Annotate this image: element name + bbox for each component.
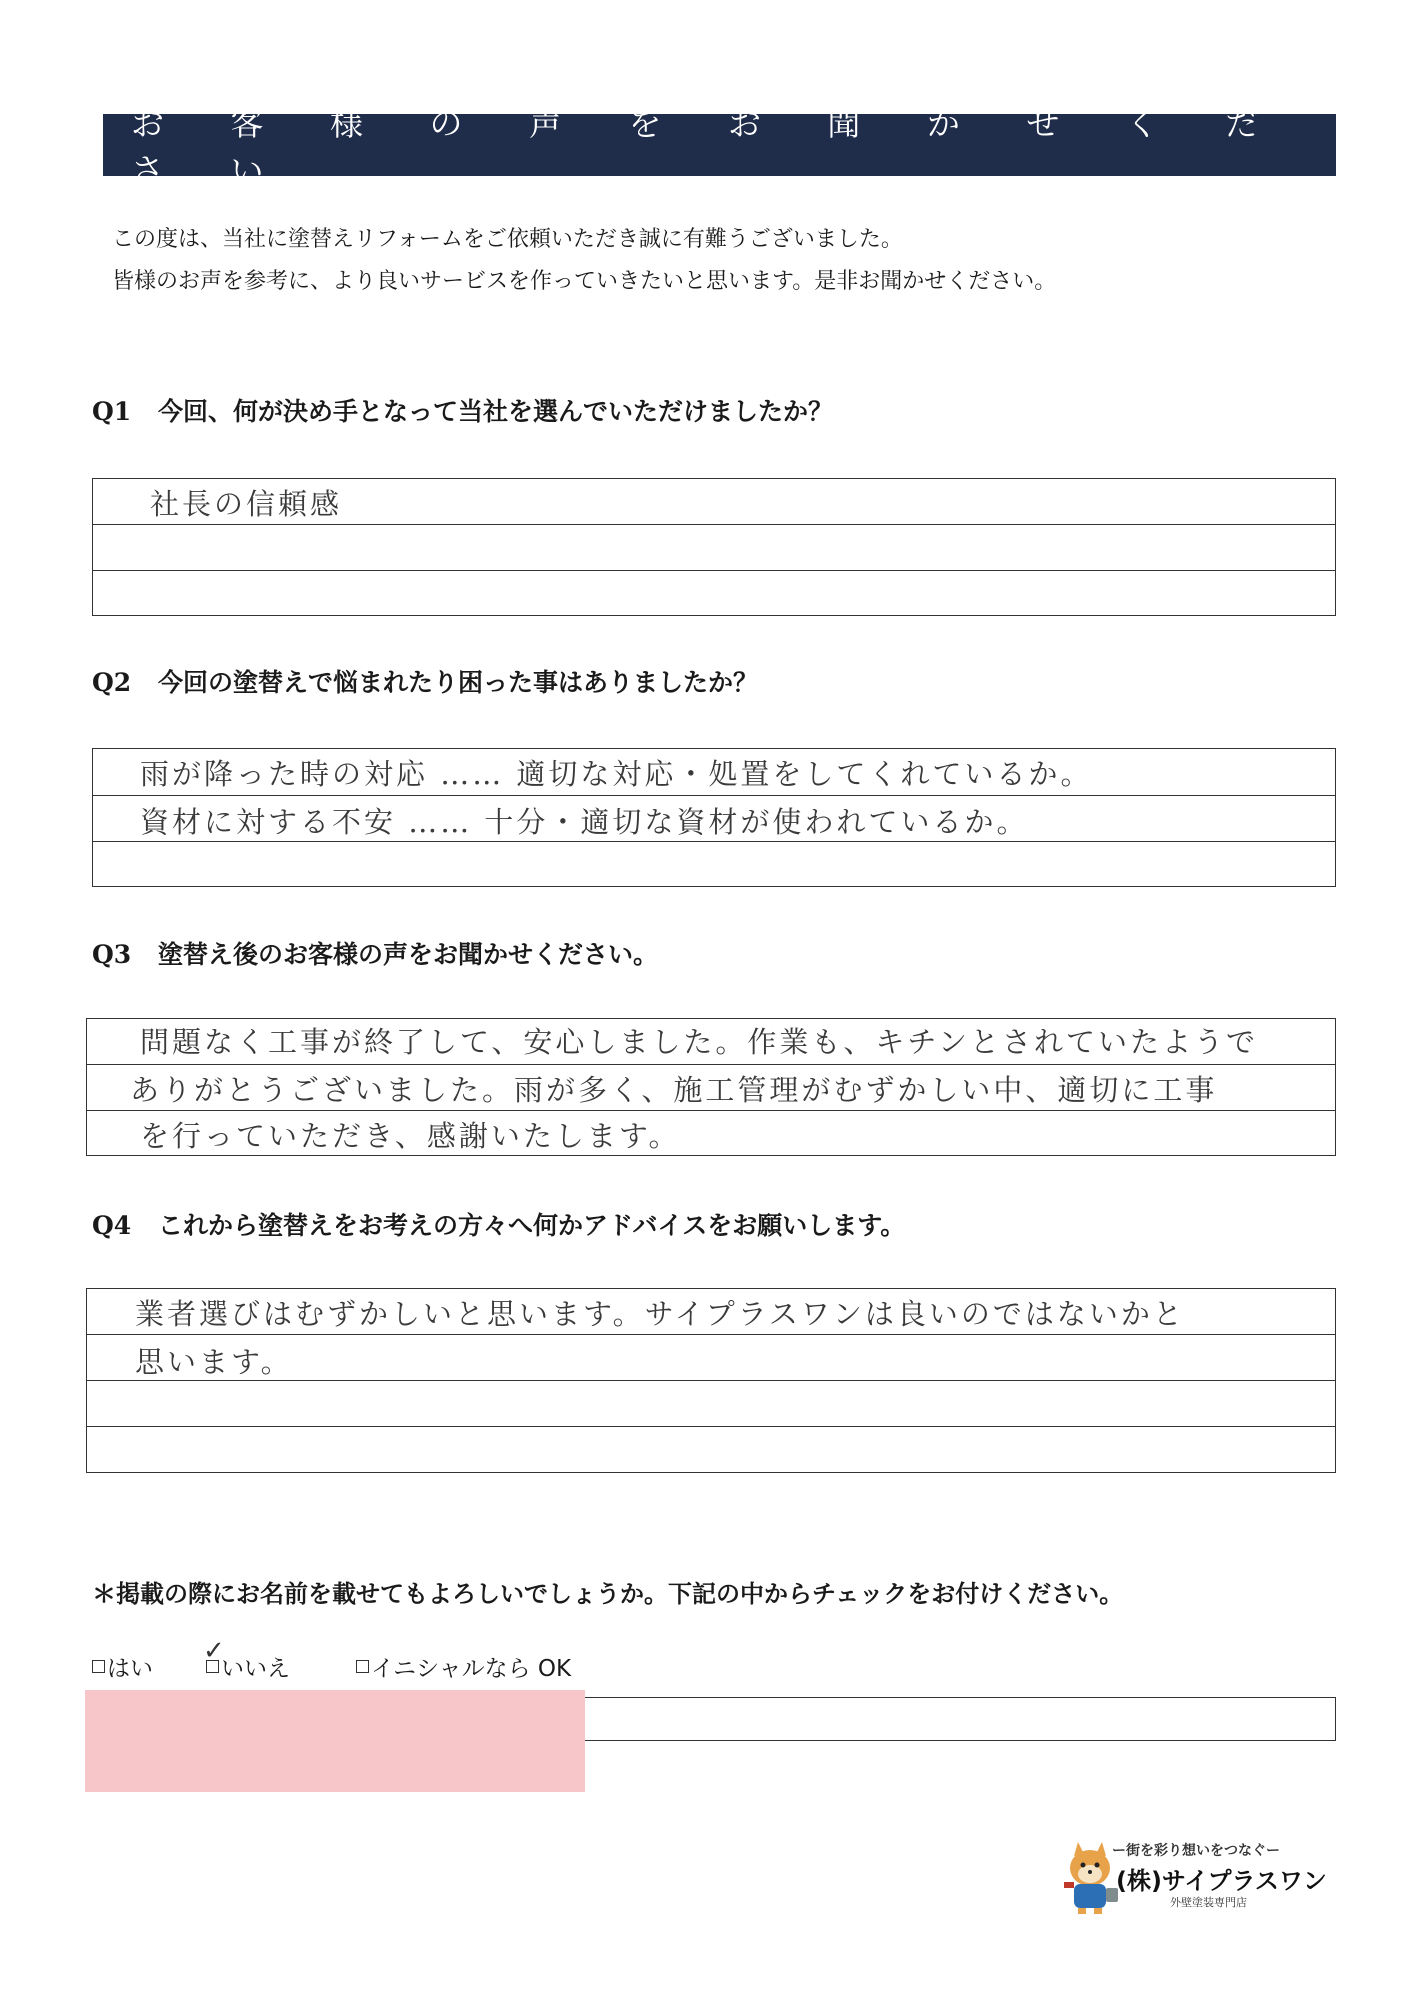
handwritten-answer: ありがとうございました。雨が多く、施工管理がむずかしい中、適切に工事 (130, 1073, 1218, 1107)
option-label: いいえ (221, 1656, 290, 1682)
logo-tagline: ー街を彩り想いをつなぐー (1112, 1843, 1280, 1859)
question-text: 今回の塗替えで悩まれたり困った事はありましたか？ (158, 668, 759, 697)
question-text: 塗替え後のお客様の声をお聞かせください。 (158, 940, 659, 969)
page-title: お 客 様 の 声 を お 聞 か せ く だ さ い (131, 104, 1287, 190)
handwritten-answer: 社長の信頼感 (150, 487, 343, 521)
redacted-name (85, 1690, 585, 1792)
option-initials[interactable] (356, 1650, 571, 1683)
handwritten-answer: を行っていただき、感謝いたします。 (140, 1119, 681, 1153)
intro-text (112, 219, 1056, 303)
question-text: 今回、何が決め手となって当社を選んでいただけましたか？ (158, 397, 834, 426)
question-3 (92, 935, 658, 971)
logo-subtitle: 外壁塗装専門店 (1170, 1896, 1247, 1909)
checkmark-icon: ✓ (203, 1636, 225, 1666)
option-yes[interactable] (92, 1650, 153, 1683)
handwritten-answer: 雨が降った時の対応 …… 適切な対応・処置をしてくれているか。 (140, 757, 1093, 791)
handwritten-answer: 資材に対する不安 …… 十分・適切な資材が使われているか。 (140, 805, 1029, 839)
checkbox[interactable] (92, 1660, 105, 1673)
consent-note: ＊掲載の際にお名前を載せてもよろしいでしょうか。下記の中からチェックをお付けください。 (92, 1580, 1124, 1608)
checkbox[interactable] (356, 1660, 369, 1673)
option-label: イニシャルなら OK (371, 1656, 572, 1682)
question-2 (92, 663, 758, 699)
option-label: はい (107, 1656, 153, 1682)
company-logo (1060, 1838, 1327, 1918)
handwritten-answer: 思います。 (135, 1345, 293, 1379)
logo-name: (株)サイプラスワン (1116, 1867, 1327, 1895)
handwritten-answer: 問題なく工事が終了して、安心しました。作業も、キチンとされていたようで (140, 1025, 1258, 1059)
header-banner (103, 104, 1336, 190)
question-number: Q1 (92, 397, 132, 426)
question-text: これから塗替えをお考えの方々へ何かアドバイスをお願いします。 (158, 1211, 906, 1240)
question-number: Q3 (92, 940, 132, 969)
question-number: Q4 (92, 1211, 132, 1240)
handwritten-answer: 業者選びはむずかしいと思います。サイプラスワンは良いのではないかと (135, 1297, 1185, 1331)
question-number: Q2 (92, 668, 132, 697)
intro-line: 皆様のお声を参考に、より良いサービスを作っていきたいと思います。是非お聞かせください。 (112, 269, 1057, 294)
question-4 (92, 1206, 905, 1242)
intro-line: この度は、当社に塗替えリフォームをご依頼いただき誠に有難うございました。 (112, 227, 903, 252)
question-1 (92, 392, 833, 428)
